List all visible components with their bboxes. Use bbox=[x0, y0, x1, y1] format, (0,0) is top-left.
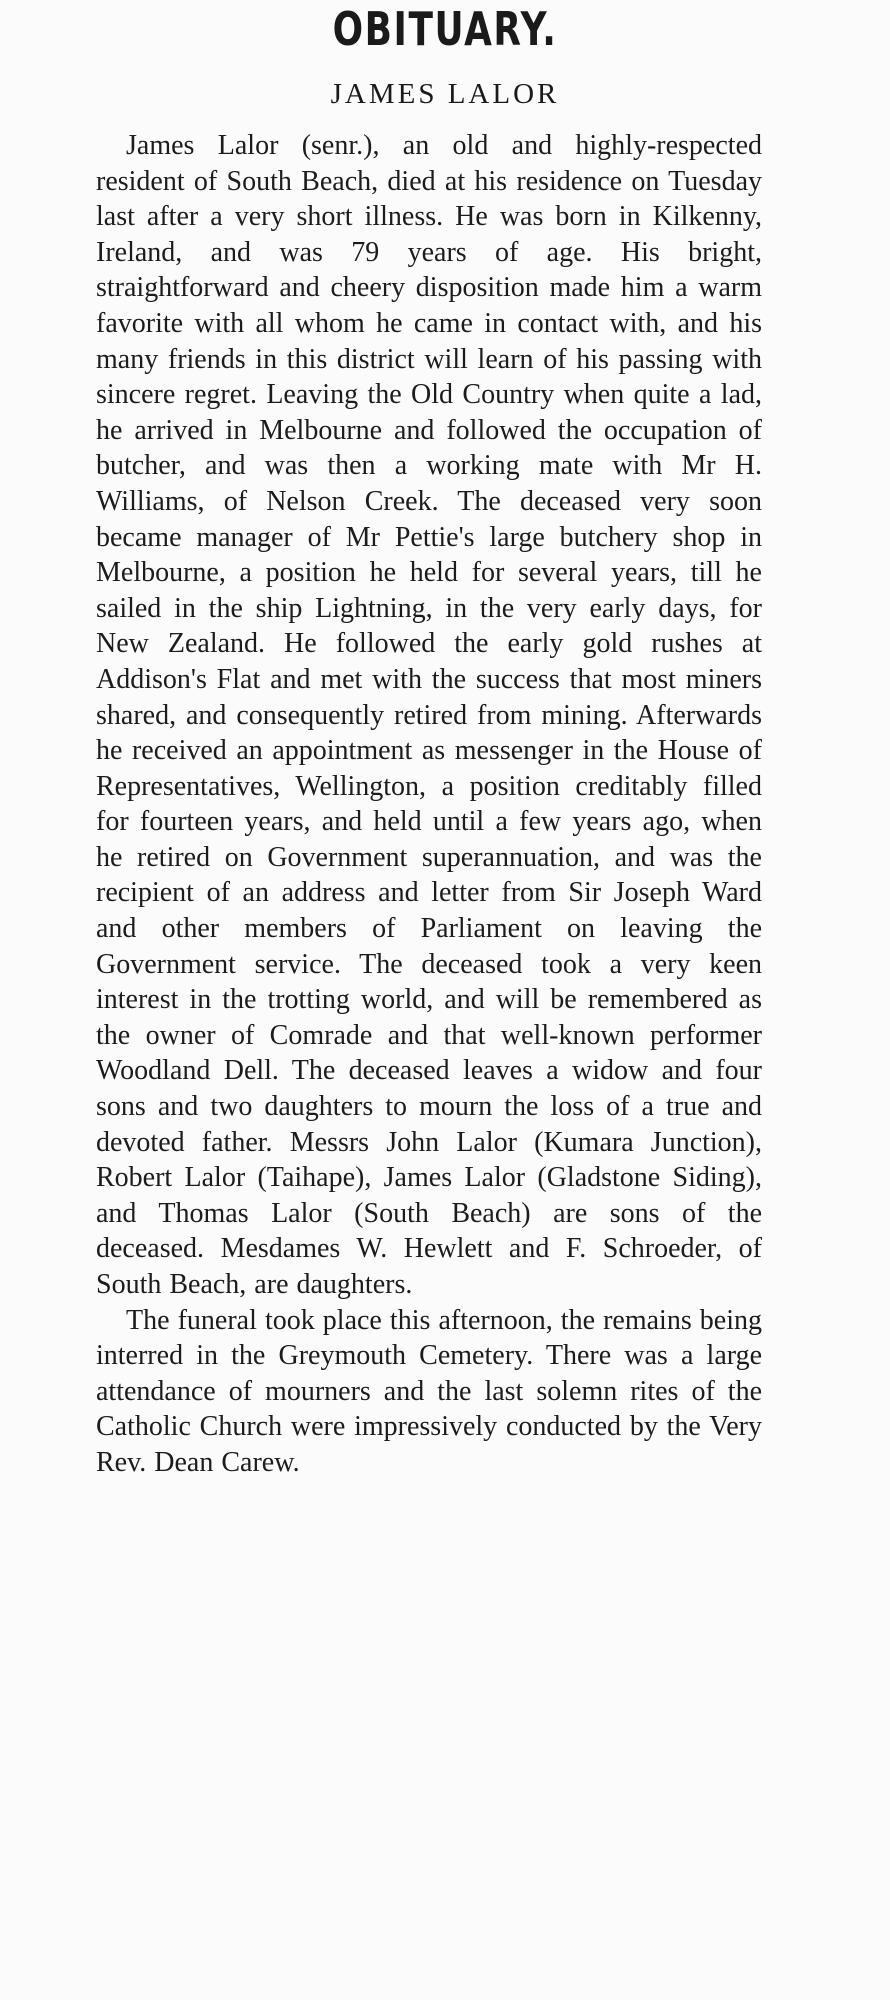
article-paragraph-main: James Lalor (senr.), an old and highly-respected resident of South Beach, died at his residence on Tuesday last after a very short illness. He was born in Kilkenny, Ireland, and was 79 years of age. His bright, straightforward and cheery disposition made him a warm favorite with all whom he came in contact with, and his many friends in this district will learn of his passing with sincere regret. Leaving the Old Country when quite a lad, he arrived in Melbourne and followed the occupation of butcher, and was then a working mate with Mr H. Williams, of Nelson Creek. The deceased very soon became manager of Mr Pettie's large butchery shop in Melbourne, a position he held for several years, till he sailed in the ship Lightning, in the very early days, for New Zealand. He followed the early gold rushes at Addison's Flat and met with the success that most miners shared, and consequently retired from mining. Afterwards he received an appointment as messenger in the House of Representatives, Wellington, a position creditably filled for fourteen years, and held until a few years ago, when he retired on Government superannuation, and was the recipient of an address and letter from Sir Joseph Ward and other members of Parliament on leaving the Government service. The deceased took a very keen interest in the trotting world, and will be remembered as the owner of Comrade and that well-known performer Woodland Dell. The deceased leaves a widow and four sons and two daughters to mourn the loss of a true and devoted father. Messrs John Lalor (Kumara Junction), Robert Lalor (Taihape), James Lalor (Gladstone Siding), and Thomas Lalor (South Beach) are sons of the deceased. Mesdames W. Hewlett and F. Schroeder, of South Beach, are daughters. bbox=[96, 130, 762, 1300]
obituary-subject-name: JAMES LALOR bbox=[330, 78, 560, 110]
article-body bbox=[96, 128, 762, 1481]
article-paragraph-funeral: The funeral took place this afternoon, the remains being interred in the Greymouth Cemetery. There was a large attendance of mourners and the last solemn rites of the Catholic Church were impressively conducted by the Very Rev. Dean Carew. bbox=[96, 1304, 762, 1478]
obituary-heading: OBITUARY. bbox=[332, 2, 558, 56]
